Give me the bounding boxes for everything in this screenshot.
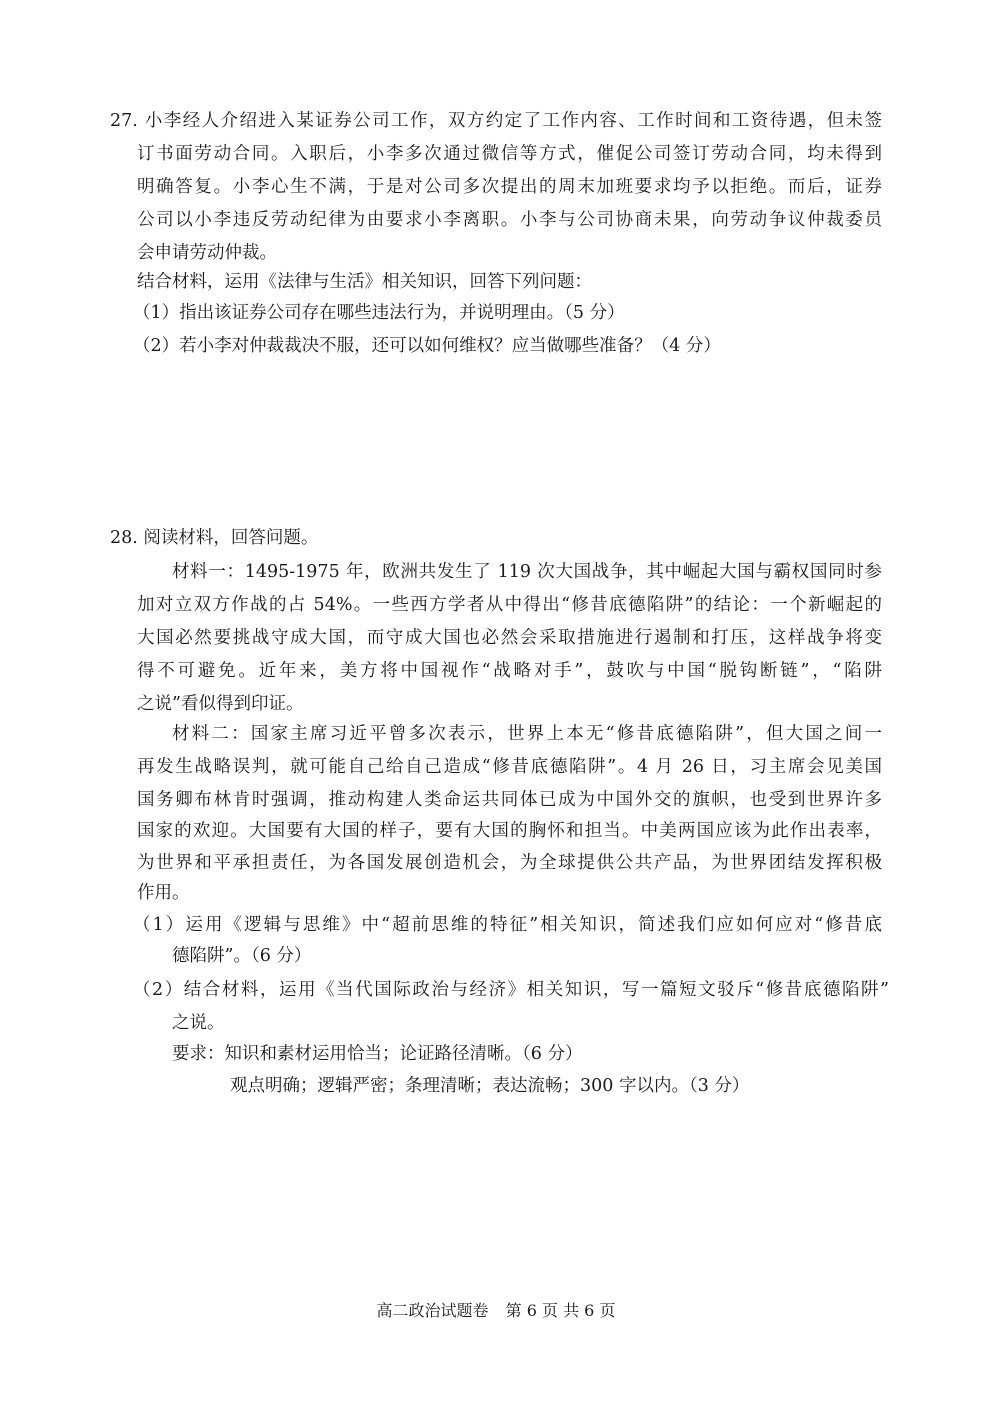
- requirement-1: 要求：知识和素材运用恰当；论证路径清晰。（6 分）: [172, 1044, 583, 1064]
- material-2-line: 作用。: [137, 883, 190, 903]
- material-2-line: 国务卿布林肯时强调，推动构建人类命运共同体已成为中国外交的旗帜，也受到世界许多: [137, 790, 882, 810]
- material-1-line: 大国必然要挑战守成大国，而守成大国也必然会采取措施进行遏制和打压，这样战争将变: [137, 628, 882, 648]
- material-1-line: 得不可避免。近年来，美方将中国视作“战略对手”，鼓吹与中国“脱钩断链”，“陷阱: [137, 661, 882, 681]
- question-28-subquestion-1: （1）运用《逻辑与思维》中“超前思维的特征”相关知识，简述我们应如何应对“修昔底: [133, 915, 882, 935]
- question-27-subquestion-2: （2）若小李对仲裁裁决不服，还可以如何维权？应当做哪些准备？（4 分）: [133, 336, 721, 356]
- question-28-subquestion-1-cont: 德陷阱”。（6 分）: [172, 946, 312, 966]
- question-27-instruction: 结合材料，运用《法律与生活》相关知识，回答下列问题：: [137, 272, 592, 292]
- material-2-line: 国家的欢迎。大国要有大国的样子，要有大国的胸怀和担当。中美两国应该为此作出表率，: [137, 821, 882, 841]
- footer-page-number: 第 6 页 共 6 页: [505, 1301, 616, 1320]
- question-27-line: 明确答复。小李心生不满，于是对公司多次提出的周末加班要求均予以拒绝。而后，证券: [137, 177, 882, 197]
- material-2-line: 材料二：国家主席习近平曾多次表示，世界上本无“修昔底德陷阱”，但大国之间一: [172, 724, 882, 744]
- question-27-line: 公司以小李违反劳动纪律为由要求小李离职。小李与公司协商未果，向劳动争议仲裁委员: [137, 210, 882, 230]
- question-27-line: 会申请劳动仲裁。: [137, 243, 277, 263]
- question-27-line: 27. 小李经人介绍进入某证券公司工作，双方约定了工作内容、工作时间和工资待遇，但未签: [110, 111, 882, 131]
- material-2-line: 为世界和平承担责任，为各国发展创造机会，为全球提供公共产品，为世界团结发挥积极: [137, 853, 882, 873]
- requirement-2: 观点明确；逻辑严密；条理清晰；表达流畅；300 字以内。（3 分）: [230, 1076, 750, 1096]
- question-28-heading: 28. 阅读材料，回答问题。: [110, 528, 319, 548]
- material-1-line: 之说”看似得到印证。: [137, 694, 304, 714]
- question-27-line: 订书面劳动合同。入职后，小李多次通过微信等方式，催促公司签订劳动合同，均未得到: [137, 144, 882, 164]
- material-1-line: 加对立双方作战的占 54%。一些西方学者从中得出“修昔底德陷阱”的结论：一个新崛起的: [137, 595, 882, 615]
- footer-title: 高二政治试题卷: [376, 1301, 489, 1320]
- material-2-line: 再发生战略误判，就可能自己给自己造成“修昔底德陷阱”。4 月 26 日，习主席会见美国: [137, 757, 882, 777]
- question-28-subquestion-2-cont: 之说。: [172, 1013, 225, 1033]
- material-1-line: 材料一：1495-1975 年，欧洲共发生了 119 次大国战争，其中崛起大国与霸权国同时参: [172, 562, 882, 582]
- question-27-subquestion-1: （1）指出该证券公司存在哪些违法行为，并说明理由。（5 分）: [133, 303, 625, 323]
- question-28-subquestion-2: （2）结合材料，运用《当代国际政治与经济》相关知识，写一篇短文驳斥“修昔底德陷阱”: [133, 980, 889, 1000]
- page-footer: [0, 1300, 992, 1322]
